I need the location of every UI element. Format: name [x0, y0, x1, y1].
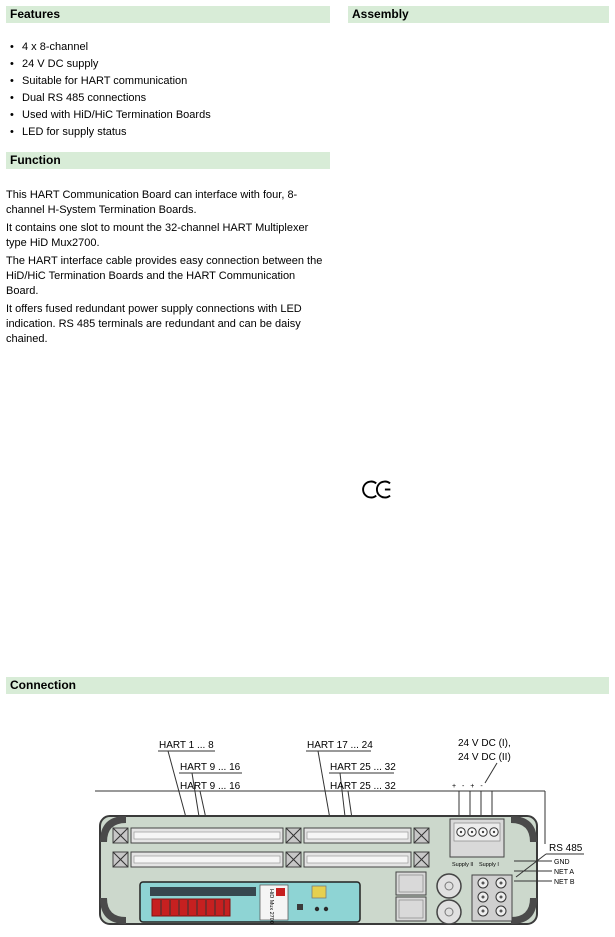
label-net-b: NET B [554, 879, 575, 886]
label-hart-25-32: HART 25 ... 32 [330, 762, 396, 773]
connection-title: Connection [10, 678, 76, 692]
label-hart-17-24: HART 17 ... 24 [307, 740, 373, 751]
label-net-a: NET A [554, 869, 575, 876]
rs485-terminal-block [472, 875, 512, 921]
supply-terminal-connector [450, 819, 504, 857]
function-section-header [6, 152, 330, 169]
label-hart-1-8: HART 1 ... 8 [159, 740, 214, 751]
label-hart-9-16-b: HART 9 ... 16 [180, 781, 241, 792]
module-red-tag [276, 888, 285, 896]
connection-diagram [0, 720, 615, 937]
feature-item: • 24 V DC supply [9, 58, 327, 71]
feature-item: • Used with HiD/HiC Termination Boards [9, 109, 327, 122]
label-hart-25-32-b: HART 25 ... 32 [330, 781, 396, 792]
hart-connector-row-2 [113, 852, 429, 867]
function-paragraph: The HART interface cable provides easy connection between the HiD/HiC Termination Boards and the HART Communication Board. [6, 255, 323, 297]
connection-section-header [6, 677, 609, 694]
hid-mux-2700-module [140, 882, 360, 924]
function-paragraph: This HART Communication Board can interface with four, 8-channel H-System Termination Boards. [6, 189, 298, 216]
assembly-title: Assembly [352, 7, 409, 21]
module-dark-bar [150, 887, 256, 896]
label-polarity: + - + - [452, 783, 485, 790]
features-section-header [6, 6, 330, 23]
feature-item: • Dual RS 485 connections [9, 92, 327, 105]
features-list [9, 41, 327, 143]
feature-item: • Suitable for HART communication [9, 75, 327, 88]
function-paragraph: It offers fused redundant power supply connections with LED indication. RS 485 terminals are redundant and can be daisy chained. [6, 303, 302, 345]
feature-item: • 4 x 8-channel [9, 41, 327, 54]
hart-connector-row-1 [113, 828, 429, 843]
function-title: Function [10, 153, 61, 167]
module-warning-tag [312, 886, 326, 898]
assembly-section-header [348, 6, 609, 23]
label-rs485: RS 485 [549, 843, 583, 854]
label-24vdc-1: 24 V DC (I), [458, 738, 511, 749]
function-text [6, 188, 328, 350]
label-gnd: GND [554, 859, 570, 866]
label-hart-9-16: HART 9 ... 16 [180, 762, 241, 773]
module-name-label: HiD Mux 2700 [268, 889, 274, 924]
feature-item: • LED for supply status [9, 126, 327, 139]
label-supply-2: Supply II [452, 862, 474, 868]
communication-board [100, 816, 537, 924]
ce-mark-icon [362, 478, 396, 502]
label-supply-1: Supply I [479, 862, 499, 868]
features-title: Features [10, 7, 61, 21]
module-chip [297, 904, 303, 910]
function-paragraph: It contains one slot to mount the 32-channel HART Multiplexer type HiD Mux2700. [6, 222, 309, 249]
relay-blocks [396, 872, 426, 921]
label-24vdc-2: 24 V DC (II) [458, 752, 511, 763]
led-display [152, 899, 230, 916]
